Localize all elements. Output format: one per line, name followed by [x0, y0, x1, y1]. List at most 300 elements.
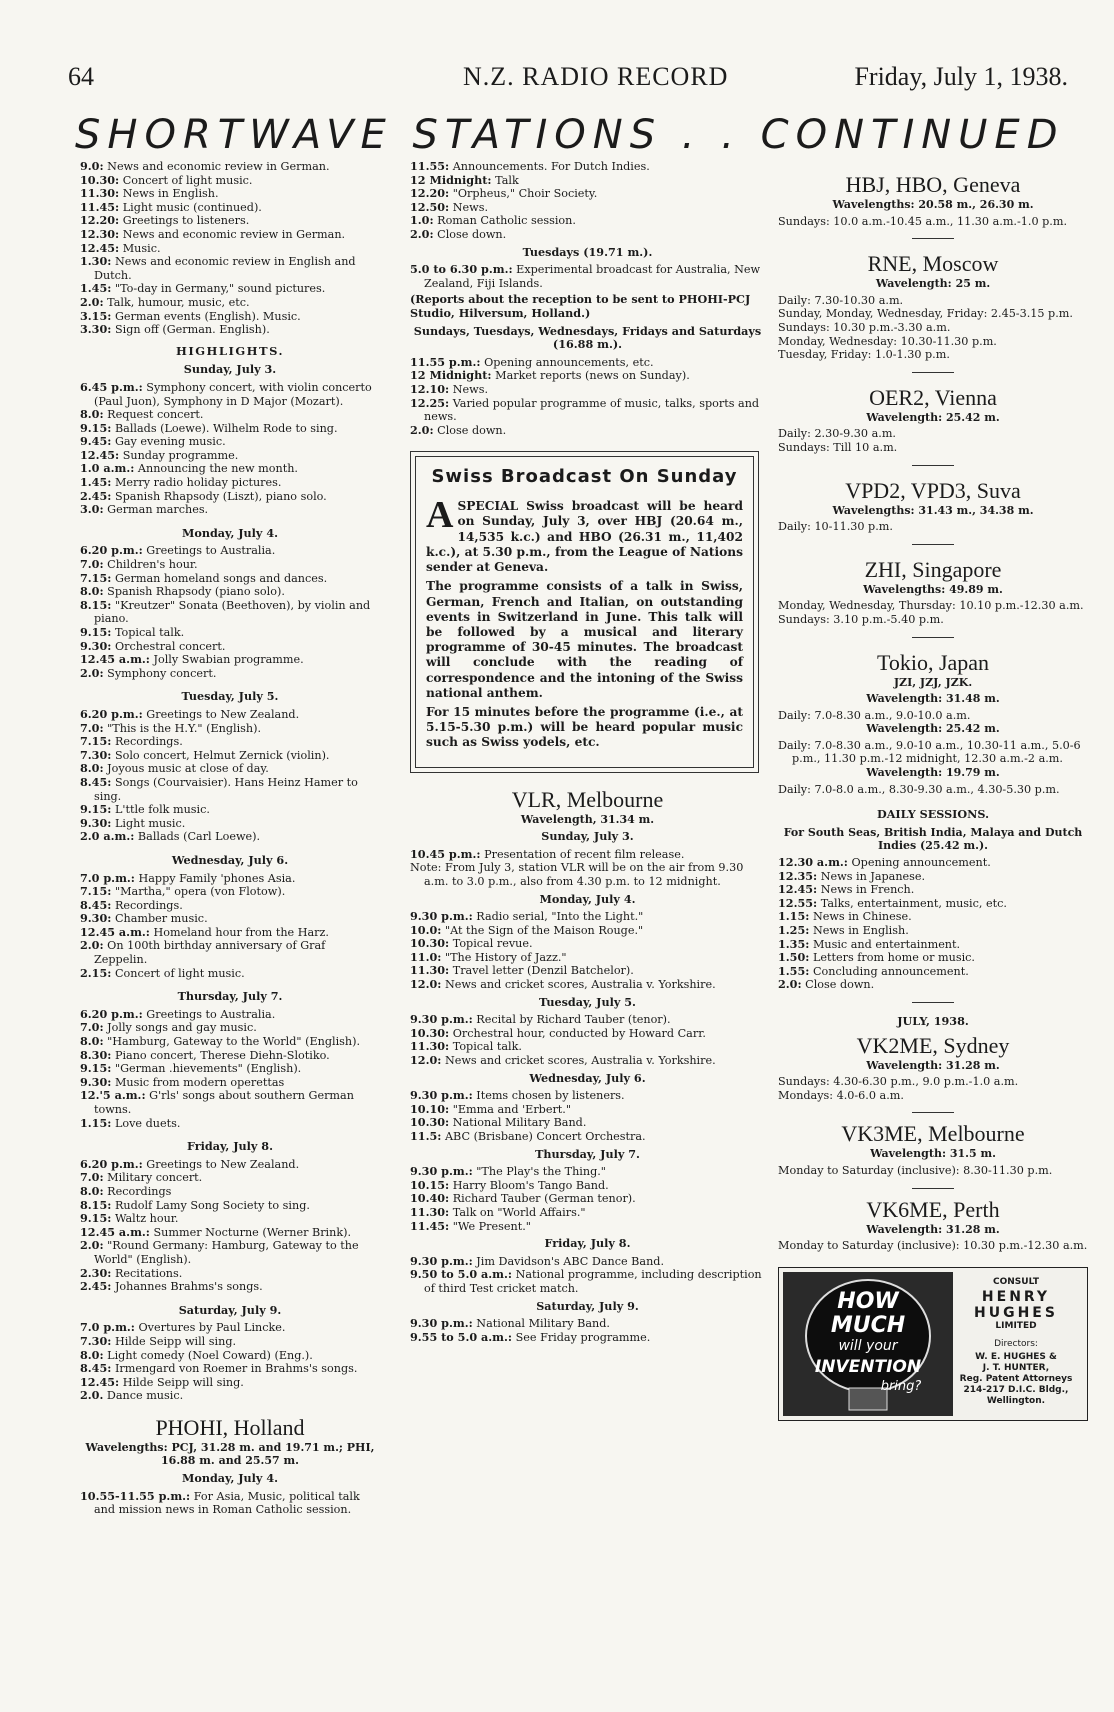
schedule-item: 9.30: Music from modern operettas [80, 1074, 285, 1089]
divider-rule [912, 465, 954, 466]
schedule-item: 6.45 p.m.: Symphony concert, with violin concerto (Paul Juon), Symphony in D Major (Mozart). [80, 379, 372, 408]
schedule-time: 8.0: [80, 1347, 104, 1362]
divider-rule [912, 1112, 954, 1113]
schedule-time: 11.30: [410, 963, 450, 978]
vlr-note: Note: From July 3, station VLR will be on the air from 9.30 a.m. to 3.0 p.m., also from 4.30 p.m. to 12 midnight. [410, 861, 744, 888]
ad-address: 214-217 D.I.C. Bldg., [963, 1384, 1069, 1395]
reports-note: (Reports about the reception to be sent to PHOHI-PCJ Studio, Hilversum, Holland.) [410, 292, 751, 320]
schedule-time: 12.0: [410, 977, 442, 992]
schedule-line: Sundays: 3.10 p.m.-5.40 p.m. [778, 612, 944, 626]
schedule-item: 8.0: "Hamburg, Gateway to the World" (English). [80, 1034, 361, 1049]
schedule-item: 3.30: Sign off (German. English). [80, 322, 270, 337]
schedule-time: 7.0 p.m.: [80, 870, 135, 885]
schedule-time: 11.45: [80, 199, 120, 214]
divider-rule [912, 544, 954, 545]
schedule-time: 9.30 p.m.: [410, 1253, 473, 1268]
schedule-item: 1.15: News in Chinese. [778, 909, 912, 924]
station-name: HBJ, HBO, Geneva [845, 172, 1021, 197]
schedule-time: 9.15: [80, 1061, 112, 1076]
ad-consult: CONSULT [993, 1276, 1039, 1287]
schedule-time: 7.30: [80, 747, 112, 762]
schedule-time: 12 Midnight: [410, 172, 492, 187]
station-name: VK6ME, Perth [866, 1196, 1000, 1222]
station-wavelength: Wavelength, 31.34 m. [520, 812, 655, 826]
schedule-time: 9.15: [80, 1211, 112, 1226]
swiss-broadcast-box [410, 451, 759, 772]
schedule-time: 2.0 a.m.: [80, 829, 135, 844]
schedule-time: 7.0: [80, 1170, 104, 1185]
schedule-item: 2.0: Close down. [410, 226, 507, 241]
schedule-item: 10.30: Topical revue. [410, 936, 533, 951]
schedule-item: 8.45: Songs (Courvaisier). Hans Heinz Hamer to sing. [80, 774, 358, 803]
schedule-time: 1.0 a.m.: [80, 461, 135, 476]
schedule-item: 9.15: Ballads (Loewe). Wilhelm Rode to sing. [80, 420, 338, 435]
schedule-item: 9.30 p.m.: "The Play's the Thing." [410, 1164, 606, 1179]
schedule-time: 10.45 p.m.: [410, 846, 481, 861]
day-heading: Saturday, July 9. [536, 1298, 639, 1313]
schedule-line: Daily: 7.30-10.30 a.m. [778, 293, 904, 307]
divider-rule [912, 637, 954, 638]
schedule-line: Monday to Saturday (inclusive): 8.30-11.30 p.m. [778, 1163, 1053, 1177]
schedule-item: 10.45 p.m.: Presentation of recent film release. [410, 846, 685, 861]
schedule-time: 1.45: [80, 281, 112, 296]
schedule-time: 12.45: [80, 240, 120, 255]
schedule-item: 12.45 a.m.: Jolly Swabian programme. [80, 652, 304, 667]
schedule-time: 9.30: [80, 1074, 112, 1089]
schedule-time: 12.'5 a.m.: [80, 1088, 146, 1103]
schedule-item: 1.45: Merry radio holiday pictures. [80, 475, 282, 490]
day-heading: Monday, July 4. [539, 891, 636, 906]
schedule-item: 7.0 p.m.: Happy Family 'phones Asia. [80, 870, 296, 885]
day-heading: Monday, July 4. [181, 525, 279, 540]
schedule-time: 2.0. [80, 1388, 104, 1403]
day-heading: Friday, July 8. [187, 1139, 273, 1154]
schedule-time: 6.20 p.m.: [80, 543, 143, 558]
section-banner: SHORTWAVE STATIONS . . CONTINUED [75, 112, 1065, 158]
schedule-item: 10.30: National Military Band. [410, 1115, 587, 1130]
patent-advertisement [778, 1267, 1088, 1421]
schedule-item: 12.20: Greetings to listeners. [80, 213, 250, 228]
schedule-time: 12.25: [410, 395, 450, 410]
schedule-item: 9.0: News and economic review in German. [80, 160, 330, 173]
schedule-time: 1.35: [778, 936, 810, 951]
schedule-line: Mondays: 4.0-6.0 a.m. [778, 1088, 904, 1102]
schedule-item: 7.15: "Martha," opera (von Flotow). [80, 884, 286, 899]
schedule-time: 9.50 to 5.0 a.m.: [410, 1267, 513, 1282]
schedule-time: 2.45: [80, 488, 112, 503]
schedule-item: 9.30: Light music. [80, 815, 186, 830]
page-header [68, 62, 1068, 90]
schedule-item: 7.0: Jolly songs and gay music. [80, 1020, 257, 1035]
schedule-item: 10.10: "Emma and 'Erbert." [410, 1101, 571, 1116]
schedule-time: 2.0: [80, 665, 104, 680]
schedule-item: 9.30: Orchestral concert. [80, 638, 226, 653]
schedule-time: 2.0: [80, 294, 104, 309]
schedule-item: 8.0: Spanish Rhapsody (piano solo). [80, 584, 285, 599]
schedule-item: 12.45 a.m.: Summer Nocturne (Werner Brink). [80, 1224, 352, 1239]
schedule-item: 7.0 p.m.: Overtures by Paul Lincke. [80, 1320, 286, 1335]
schedule-time: 11.30: [80, 186, 120, 201]
schedule-item: 1.0: Roman Catholic session. [410, 213, 576, 228]
schedule-item: 12.45 a.m.: Homeland hour from the Harz. [80, 924, 329, 939]
day-heading: Monday, July 4. [181, 1471, 279, 1486]
schedule-time: 12.45 a.m.: [80, 924, 150, 939]
schedule-item: 9.45: Gay evening music. [80, 434, 226, 449]
schedule-item: 7.15: German homeland songs and dances. [80, 570, 328, 585]
schedule-item: 12.50: News. [410, 199, 489, 214]
day-heading: Tuesday, July 5. [539, 994, 636, 1009]
schedule-time: 12.45 a.m.: [80, 1224, 150, 1239]
schedule-line: Tuesday, Friday: 1.0-1.30 p.m. [778, 348, 950, 362]
schedule-time: 7.0 p.m.: [80, 1320, 135, 1335]
daily-sessions-sub: For South Seas, British India, Malaya and Dutch Indies (25.42 m.). [783, 825, 1083, 853]
schedule-item: 8.15: Rudolf Lamy Song Society to sing. [80, 1197, 310, 1212]
schedule-time: 8.0: [80, 761, 104, 776]
station-name: ZHI, Singapore [864, 556, 1002, 582]
schedule-item: 11.0: "The History of Jazz." [410, 949, 567, 964]
schedule-time: 6.20 p.m.: [80, 1156, 143, 1171]
schedule-time: 1.50: [778, 950, 810, 965]
schedule-time: 3.30: [80, 322, 112, 337]
publication-title: N.Z. RADIO RECORD [463, 62, 729, 91]
schedule-item: 7.30: Hilde Seipp will sing. [80, 1333, 237, 1348]
schedule-time: 8.45: [80, 774, 112, 789]
schedule-time: 8.0: [80, 1183, 104, 1198]
schedule-time: 2.0: [80, 938, 104, 953]
box-paragraph: For 15 minutes before the programme (i.e., at 5.15-5.30 p.m.) will be heard popular music such as Swiss yodels, etc. [426, 704, 743, 750]
schedule-item: 8.0: Request concert. [80, 407, 204, 422]
station-name: VK2ME, Sydney [856, 1032, 1010, 1058]
schedule-item: 1.0 a.m.: Announcing the new month. [80, 461, 298, 476]
schedule-item: 11.30: Talk on "World Affairs." [410, 1204, 586, 1219]
schedule-item: 2.45: Spanish Rhapsody (Liszt), piano solo. [80, 488, 327, 503]
schedule-time: 8.15: [80, 1197, 112, 1212]
schedule-time: 11.45: [410, 1218, 450, 1233]
ad-role: Reg. Patent Attorneys [959, 1373, 1073, 1384]
schedule-item: 6.20 p.m.: Greetings to New Zealand. [80, 706, 300, 721]
schedule-item: 12.0: News and cricket scores, Australia v. Yorkshire. [410, 1053, 716, 1068]
schedule-time: 12.10: [410, 381, 450, 396]
schedule-item: 5.0 to 6.30 p.m.: Experimental broadcast for Australia, New Zealand, Fiji Islands. [410, 262, 761, 290]
schedule-time: 9.30 p.m.: [410, 1088, 473, 1103]
schedule-item: 9.55 to 5.0 a.m.: See Friday programme. [410, 1329, 651, 1344]
schedule-item: 7.30: Solo concert, Helmut Zernick (violin). [80, 747, 330, 762]
schedule-item: 8.30: Piano concert, Therese Diehn-Slotiko. [80, 1047, 330, 1062]
ad-director: J. T. HUNTER, [982, 1362, 1050, 1373]
schedule-time: 8.30: [80, 1047, 112, 1062]
schedule-item: 3.0: German marches. [80, 502, 209, 517]
schedule-item: 2.0: Close down. [778, 977, 875, 992]
schedule-line: Sundays: 10.0 a.m.-10.45 a.m., 11.30 a.m.-1.0 p.m. [778, 214, 1068, 228]
schedule-item: 2.0: Symphony concert. [80, 665, 217, 680]
schedule-item: 12.25: Varied popular programme of music, talks, sports and news. [410, 395, 760, 424]
schedule-time: 10.0: [410, 922, 442, 937]
schedule-item: 12.30 a.m.: Opening announcement. [778, 855, 991, 870]
schedule-item: 9.30: Chamber music. [80, 911, 208, 926]
day-heading: Wednesday, July 6. [529, 1070, 646, 1085]
schedule-item: 8.45: Recordings. [80, 897, 183, 912]
station-name: VK3ME, Melbourne [841, 1121, 1025, 1147]
ad-contact-block [957, 1276, 1075, 1407]
ad-word: INVENTION [814, 1356, 922, 1377]
schedule-time: 9.15: [80, 625, 112, 639]
ad-word: will your [838, 1337, 898, 1354]
schedule-item: 10.0: "At the Sign of the Maison Rouge." [410, 922, 644, 937]
schedule-item: 2.0: Talk, humour, music, etc. [80, 294, 250, 309]
schedule-item: 2.30: Recitations. [80, 1265, 183, 1280]
schedule-time: 8.0: [80, 584, 104, 599]
schedule-time: 9.30 p.m.: [410, 1316, 473, 1331]
schedule-time: 11.0: [410, 949, 442, 964]
schedule-time: 9.45: [80, 434, 112, 449]
schedule-item: 11.30: Topical talk. [410, 1039, 522, 1054]
schedule-item: 8.0: Joyous music at close of day. [80, 761, 269, 776]
schedule-item: 12.45: Hilde Seipp will sing. [80, 1374, 244, 1389]
schedule-item: 1.35: Music and entertainment. [778, 936, 961, 951]
schedule-time: 12.45: [80, 447, 120, 462]
schedule-line: Daily: 10-11.30 p.m. [778, 520, 893, 534]
station-wavelength: Wavelength: 25.42 m. [866, 722, 1000, 736]
ad-word: MUCH [830, 1312, 906, 1338]
ad-company-suffix: LIMITED [995, 1321, 1037, 1332]
station-wavelength: Wavelengths: 49.89 m. [863, 582, 1003, 596]
schedule-item: 10.15: Harry Bloom's Tango Band. [410, 1177, 609, 1192]
schedule-time: 9.55 to 5.0 a.m.: [410, 1329, 513, 1344]
schedule-time: 5.0 to 6.30 p.m.: [410, 262, 513, 277]
schedule-item: 11.30: Travel letter (Denzil Batchelor). [410, 963, 634, 978]
column-middle [410, 160, 765, 1705]
schedule-time: 7.15: [80, 734, 112, 749]
schedule-time: 9.15: [80, 420, 112, 435]
schedule-item: 12.45: Sunday programme. [80, 447, 239, 462]
schedule-time: 8.45: [80, 897, 112, 912]
schedule-time: 12.20: [80, 213, 120, 228]
schedule-item: 1.25: News in English. [778, 923, 909, 937]
schedule-time: 9.30 p.m.: [410, 1164, 473, 1179]
schedule-item: 11.55: Announcements. For Dutch Indies. [410, 160, 650, 173]
schedule-item: 8.45: Irmengard von Roemer in Brahms's songs. [80, 1361, 358, 1376]
month-heading: JULY, 1938. [897, 1013, 969, 1028]
schedule-time: 11.5: [410, 1129, 442, 1143]
divider-rule [912, 372, 954, 373]
station-wavelength: Wavelength: 25 m. [875, 277, 991, 291]
ad-company: HUGHES [974, 1305, 1058, 1322]
schedule-time: 3.0: [80, 502, 104, 517]
column-left [80, 160, 380, 1705]
schedule-time: 12.30 a.m.: [778, 855, 848, 870]
box-title: Swiss Broadcast On Sunday [431, 466, 738, 488]
day-heading: Thursday, July 7. [535, 1146, 640, 1161]
station-callsigns: JZI, JZJ, JZK. [893, 675, 973, 689]
schedule-time: 1.15: [80, 1115, 112, 1130]
ad-director: W. E. HUGHES & [975, 1351, 1057, 1362]
schedule-item: 9.15: "German .hievements" (English). [80, 1061, 302, 1076]
station-name: OER2, Vienna [869, 384, 997, 410]
box-paragraph: ASPECIAL Swiss broadcast will be heard on Sunday, July 3, over HBJ (20.64 m., 14,535 k.c.) and HBO (26.31 m., 11,402 k.c.), at 5.30 p.m., from the League of Nations sender at Geneva. [426, 494, 743, 575]
schedule-time: 2.0: [410, 422, 434, 437]
schedule-time: 8.0: [80, 1034, 104, 1049]
schedule-item: 2.0: "Round Germany: Hamburg, Gateway to the World" (English). [80, 1238, 359, 1266]
schedule-time: 12.35: [778, 868, 818, 883]
station-wavelength: Wavelength: 31.28 m. [866, 1058, 1000, 1072]
schedule-time: 8.45: [80, 1361, 112, 1376]
station-name: VPD2, VPD3, Suva [845, 477, 1021, 503]
schedule-line: Sundays: 4.30-6.30 p.m., 9.0 p.m.-1.0 a.m. [778, 1075, 1019, 1089]
schedule-time: 3.15: [80, 308, 112, 323]
schedule-time: 12.30: [80, 226, 120, 241]
schedule-item: 12.45: Music. [80, 240, 161, 255]
schedule-item: 12 Midnight: Market reports (news on Sunday). [410, 368, 690, 383]
day-heading: Tuesday, July 5. [181, 689, 279, 704]
schedule-item: 11.5: ABC (Brisbane) Concert Orchestra. [410, 1129, 646, 1143]
schedule-time: 9.15: [80, 802, 112, 817]
schedule-item: 6.20 p.m.: Greetings to Australia. [80, 1006, 276, 1021]
invention-lightbulb-icon [783, 1272, 953, 1416]
schedule-time: 2.0: [80, 1238, 104, 1253]
schedule-time: 9.0: [80, 160, 104, 173]
schedule-item: 1.15: Love duets. [80, 1115, 181, 1130]
schedule-item: 2.0 a.m.: Ballads (Carl Loewe). [80, 829, 261, 844]
day-heading: Thursday, July 7. [177, 989, 283, 1004]
schedule-item: 9.15: Topical talk. [80, 625, 185, 639]
schedule-item: 10.30: Orchestral hour, conducted by Howard Carr. [410, 1025, 706, 1040]
schedule-item: 7.0: Military concert. [80, 1170, 203, 1185]
drop-cap: A [426, 494, 454, 537]
schedule-time: 11.30: [410, 1039, 450, 1054]
schedule-time: 12.45: [778, 882, 818, 897]
schedule-item: 1.55: Concluding announcement. [778, 963, 969, 978]
ad-word: bring? [880, 1378, 922, 1394]
day-heading: Saturday, July 9. [178, 1302, 282, 1317]
schedule-item: 9.30 p.m.: Items chosen by listeners. [410, 1088, 625, 1103]
daily-sessions-heading: DAILY SESSIONS. [877, 807, 989, 822]
schedule-item: 2.0: Close down. [410, 422, 507, 437]
schedule-time: 11.55 p.m.: [410, 354, 481, 369]
schedule-item: 12.30: News and economic review in German. [80, 226, 346, 241]
divider-rule [912, 1188, 954, 1189]
schedule-item: 9.30 p.m.: Radio serial, "Into the Light." [410, 909, 644, 924]
schedule-line: Sundays: 10.30 p.m.-3.30 a.m. [778, 320, 951, 334]
schedule-heading: Tuesdays (19.71 m.). [522, 244, 653, 259]
schedule-item: 1.45: "To-day in Germany," sound pictures. [80, 281, 326, 296]
schedule-time: 8.15: [80, 597, 112, 612]
schedule-time: 2.30: [80, 1265, 112, 1280]
schedule-item: 1.50: Letters from home or music. [778, 950, 975, 965]
schedule-item: 12.0: News and cricket scores, Australia v. Yorkshire. [410, 977, 716, 992]
schedule-item: 12 Midnight: Talk [410, 172, 519, 187]
ad-directors-label: Directors: [994, 1339, 1038, 1350]
schedule-time: 7.0: [80, 1020, 104, 1035]
station-name: VLR, Melbourne [511, 786, 664, 812]
schedule-time: 9.30: [80, 815, 112, 830]
schedule-time: 10.30: [410, 1025, 450, 1040]
schedule-time: 11.55: [410, 160, 450, 173]
schedule-time: 10.30: [410, 1115, 450, 1130]
station-wavelength: Wavelength: 31.5 m. [870, 1147, 996, 1161]
schedule-time: 10.15: [410, 1177, 450, 1192]
station-wavelength: Wavelengths: 31.43 m., 34.38 m. [832, 503, 1034, 517]
schedule-time: 11.30: [410, 1204, 450, 1219]
schedule-time: 1.0: [410, 213, 434, 228]
schedule-item: 11.45: Light music (continued). [80, 199, 262, 214]
schedule-time: 6.45 p.m.: [80, 379, 143, 394]
swiss-broadcast-inner [415, 456, 754, 767]
issue-date: Friday, July 1, 1938. [854, 62, 1068, 91]
schedule-item: 11.45: "We Present." [410, 1218, 531, 1233]
schedule-item: 10.30: Concert of light music. [80, 172, 253, 187]
schedule-time: 12.50: [410, 199, 450, 214]
schedule-item: 7.0: "This is the H.Y." (English). [80, 720, 262, 735]
schedule-time: 1.30: [80, 254, 112, 269]
schedule-item: 2.45: Johannes Brahms's songs. [80, 1279, 263, 1294]
schedule-item: 12.35: News in Japanese. [778, 868, 926, 883]
schedule-item: 2.0. Dance music. [80, 1388, 184, 1403]
schedule-time: 6.20 p.m.: [80, 1006, 143, 1021]
schedule-item: 10.40: Richard Tauber (German tenor). [410, 1191, 636, 1206]
schedule-time: 12.55: [778, 895, 818, 910]
divider-rule [912, 238, 954, 239]
schedule-item: 7.15: Recordings. [80, 734, 183, 749]
schedule-time: 7.0: [80, 720, 104, 735]
schedule-item: 12.'5 a.m.: G'rls' songs about southern German towns. [80, 1088, 354, 1116]
schedule-time: 7.30: [80, 1333, 112, 1348]
schedule-time: 1.55: [778, 963, 810, 978]
schedule-time: 12 Midnight: [410, 368, 492, 383]
ad-company: HENRY [981, 1289, 1051, 1306]
schedule-line: Monday, Wednesday: 10.30-11.30 p.m. [778, 334, 997, 348]
schedule-time: 9.30 p.m.: [410, 1012, 473, 1027]
schedule-time: 2.0: [410, 226, 434, 241]
schedule-item: 1.30: News and economic review in English and Dutch. [80, 254, 356, 282]
schedule-heading: Sundays, Tuesdays, Wednesdays, Fridays and Saturdays (16.88 m.). [413, 323, 762, 352]
day-heading: Wednesday, July 6. [171, 852, 289, 867]
station-name: PHOHI, Holland [155, 1414, 305, 1440]
station-wavelength: Wavelengths: PCJ, 31.28 m. and 19.71 m.; PHI, 16.88 m. and 25.57 m. [85, 1440, 375, 1468]
schedule-line: Daily: 2.30-9.30 a.m. [778, 427, 896, 441]
schedule-time: 8.0: [80, 407, 104, 422]
schedule-time: 9.30: [80, 638, 112, 653]
station-wavelength: Wavelengths: 20.58 m., 26.30 m. [832, 198, 1034, 211]
schedule-time: 10.55-11.55 p.m.: [80, 1488, 191, 1503]
schedule-time: 7.15: [80, 884, 112, 899]
station-wavelength: Wavelength: 31.48 m. [866, 692, 1000, 706]
station-name: Tokio, Japan [876, 649, 990, 675]
schedule-time: 10.30: [410, 936, 450, 951]
schedule-time: 12.45 a.m.: [80, 652, 150, 667]
schedule-line: Sunday, Monday, Wednesday, Friday: 2.45-3.15 p.m. [778, 307, 1073, 321]
schedule-time: 1.25: [778, 923, 810, 937]
schedule-line: Monday to Saturday (inclusive): 10.30 p.m.-12.30 a.m. [778, 1239, 1088, 1253]
schedule-item: 12.10: News. [410, 381, 489, 396]
highlights-heading: HIGHLIGHTS. [175, 343, 285, 358]
schedule-time: 12.0: [410, 1053, 442, 1068]
schedule-time: 9.30 p.m.: [410, 909, 473, 924]
schedule-item: 6.20 p.m.: Greetings to Australia. [80, 543, 276, 558]
station-name: RNE, Moscow [867, 251, 999, 277]
schedule-time: 12.20: [410, 186, 450, 201]
schedule-item: 9.30 p.m.: Jim Davidson's ABC Dance Band. [410, 1253, 664, 1268]
schedule-item: 11.30: News in English. [80, 186, 219, 201]
schedule-line: Daily: 7.0-8.0 a.m., 8.30-9.30 a.m., 4.30-5.30 p.m. [778, 782, 1060, 796]
schedule-item: 9.15: L'ttle folk music. [80, 802, 210, 817]
schedule-item: 7.0: Children's hour. [80, 557, 198, 572]
schedule-item: 12.55: Talks, entertainment, music, etc. [778, 895, 1007, 910]
schedule-item: 9.15: Waltz hour. [80, 1211, 179, 1226]
day-heading: Sunday, July 3. [541, 829, 634, 844]
schedule-item: 10.55-11.55 p.m.: For Asia, Music, political talk and mission news in Roman Catholic session. [80, 1488, 360, 1517]
schedule-time: 7.15: [80, 570, 112, 585]
schedule-time: 10.30: [80, 172, 120, 187]
